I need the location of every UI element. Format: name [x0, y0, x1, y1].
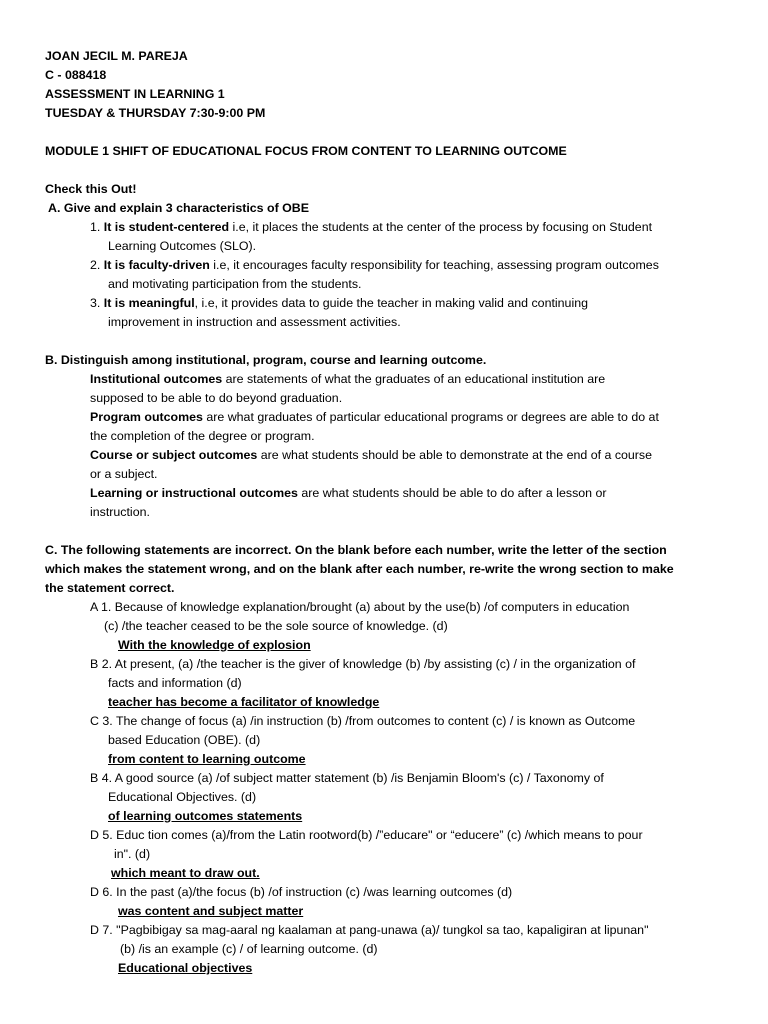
item-text-continued: and motivating participation from the students.	[108, 277, 362, 291]
item-text-continued: improvement in instruction and assessment activities.	[108, 315, 401, 329]
item-text: 1. Because of knowledge explanation/brought (a) about by the use(b) /of computers in education	[97, 600, 630, 614]
item-text-continued: facts and information (d)	[108, 676, 242, 690]
item-text-continued: Learning Outcomes (SLO).	[108, 239, 257, 253]
item-text: 3. The change of focus (a) /in instruction (b) /from outcomes to content (c) / is known as Outcome	[98, 714, 636, 728]
item-term: Learning or instructional outcomes	[90, 486, 298, 500]
item-text: 5. Educ tion comes (a)/from the Latin rootword(b) /”educare" or “educere” (c) /which means to pour	[98, 828, 643, 842]
item-answer-letter: D	[90, 885, 99, 899]
item-text-continued: (b) /is an example (c) / of learning outcome. (d)	[120, 942, 378, 956]
section-c-item	[90, 884, 512, 900]
item-answer-letter: B	[90, 771, 99, 785]
item-text-continued: based Education (OBE). (d)	[108, 733, 261, 747]
item-text-continued: supposed to be able to do beyond graduation.	[90, 391, 343, 405]
item-term: Course or subject outcomes	[90, 448, 258, 462]
item-correction: from content to learning outcome	[108, 752, 306, 766]
item-text: , i.e, it provides data to guide the teacher in making valid and continuing	[194, 296, 588, 310]
item-text: are what students should be able to do after a lesson or	[297, 486, 607, 500]
item-number: 1.	[90, 220, 101, 234]
item-term: It is student-centered	[103, 220, 230, 234]
item-text-continued: (c) /the teacher ceased to be the sole source of knowledge. (d)	[104, 619, 448, 633]
item-text: 4. A good source (a) /of subject matter statement (b) /is Benjamin Bloom's (c) / Taxonomy of	[98, 771, 604, 785]
section-b-item	[90, 409, 659, 425]
check-out-heading: Check this Out!	[45, 182, 137, 196]
item-answer-letter: A	[90, 600, 98, 614]
item-answer-letter: D	[90, 923, 99, 937]
section-c-item	[90, 922, 648, 938]
item-answer-letter: C	[90, 714, 99, 728]
item-correction: was content and subject matter	[118, 904, 304, 918]
item-answer-letter: D	[90, 828, 99, 842]
section-c-heading-line: C. The following statements are incorrect. On the blank before each number, write the letter of the section	[45, 543, 667, 557]
item-text: i.e, it encourages faculty responsibility for teaching, assessing program outcomes	[209, 258, 659, 272]
section-a-item	[90, 295, 588, 311]
module-title: MODULE 1 SHIFT OF EDUCATIONAL FOCUS FROM CONTENT TO LEARNING OUTCOME	[45, 144, 567, 158]
item-number: 2.	[90, 258, 101, 272]
section-c-item	[90, 770, 604, 786]
item-text: 6. In the past (a)/the focus (b) /of instruction (c) /was learning outcomes (d)	[98, 885, 513, 899]
class-schedule: TUESDAY & THURSDAY 7:30-9:00 PM	[45, 106, 266, 120]
item-text-continued: Educational Objectives. (d)	[108, 790, 257, 804]
student-name: JOAN JECIL M. PAREJA	[45, 49, 188, 63]
student-id: C - 088418	[45, 68, 107, 82]
section-c-heading-line: the statement correct.	[45, 581, 175, 595]
section-c-item	[90, 713, 635, 729]
item-correction: teacher has become a facilitator of knowledge	[108, 695, 380, 709]
item-text: are what students should be able to demonstrate at the end of a course	[257, 448, 653, 462]
section-b-item	[90, 485, 607, 501]
item-correction: With the knowledge of explosion	[118, 638, 311, 652]
course-name: ASSESSMENT IN LEARNING 1	[45, 87, 225, 101]
item-text: are what graduates of particular educational programs or degrees are able to do at	[202, 410, 659, 424]
section-c-item	[90, 599, 629, 615]
section-c-heading-line: which makes the statement wrong, and on the blank after each number, re-write the wrong section to make	[45, 562, 674, 576]
item-text-continued: the completion of the degree or program.	[90, 429, 315, 443]
item-text-continued: in". (d)	[114, 847, 151, 861]
item-answer-letter: B	[90, 657, 99, 671]
section-c-item	[90, 827, 643, 843]
item-term: It is faculty-driven	[103, 258, 210, 272]
section-b-heading: B. Distinguish among institutional, program, course and learning outcome.	[45, 353, 487, 367]
item-text: are statements of what the graduates of an educational institution are	[222, 372, 606, 386]
item-text: i.e, it places the students at the center of the process by focusing on Student	[229, 220, 653, 234]
item-text: 2. At present, (a) /the teacher is the giver of knowledge (b) /by assisting (c) / in the organization of	[98, 657, 636, 671]
item-text-continued: or a subject.	[90, 467, 158, 481]
item-text-continued: instruction.	[90, 505, 150, 519]
item-term: It is meaningful	[103, 296, 195, 310]
section-a-heading: A. Give and explain 3 characteristics of OBE	[48, 201, 309, 215]
section-a-item	[90, 219, 652, 235]
item-correction: of learning outcomes statements	[108, 809, 303, 823]
section-b-item	[90, 447, 652, 463]
item-text: 7. "Pagbibigay sa mag-aaral ng kaalaman at pang-unawa (a)/ tungkol sa tao, kapaligiran at lipunan"	[98, 923, 649, 937]
item-term: Institutional outcomes	[90, 372, 223, 386]
item-term: Program outcomes	[90, 410, 203, 424]
item-correction: which meant to draw out.	[111, 866, 260, 880]
section-b-item	[90, 371, 605, 387]
section-c-item	[90, 656, 635, 672]
section-a-item	[90, 257, 659, 273]
item-number: 3.	[90, 296, 101, 310]
item-correction: Educational objectives	[118, 961, 253, 975]
